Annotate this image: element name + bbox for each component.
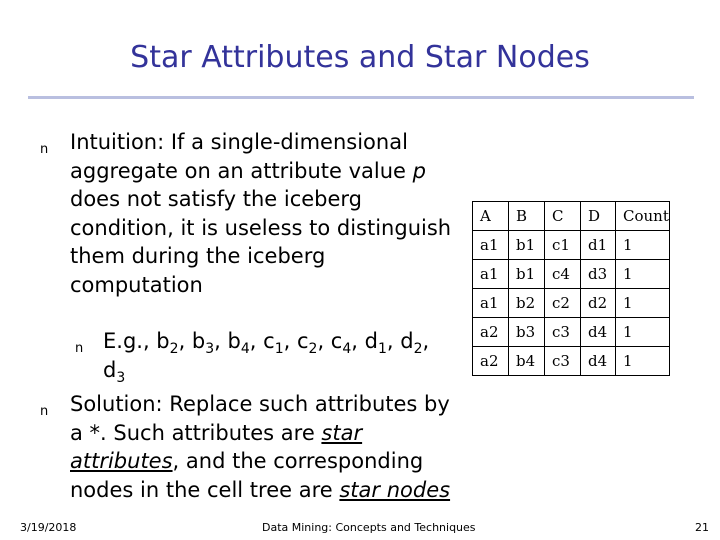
example-text xyxy=(103,327,458,384)
subscript: 4 xyxy=(240,341,250,357)
subscript: 2 xyxy=(169,341,179,357)
table-row xyxy=(473,318,670,347)
table-cell: a2 xyxy=(473,347,509,376)
table-cell: 1 xyxy=(616,231,670,260)
table-cell: c3 xyxy=(545,347,581,376)
bullet-marker: n xyxy=(40,142,49,157)
term-star-nodes: star nodes xyxy=(339,477,451,502)
table-cell: a1 xyxy=(473,231,509,260)
table-cell: b2 xyxy=(509,289,545,318)
table-cell: c2 xyxy=(545,289,581,318)
table-cell: 1 xyxy=(616,260,670,289)
table-row xyxy=(473,289,670,318)
subscript: 1 xyxy=(274,341,284,357)
example-separator: , c xyxy=(249,329,275,353)
table-cell: 1 xyxy=(616,289,670,318)
solution-text-start: Solution: Replace such attributes by a *. Such attributes are xyxy=(70,392,450,445)
table-row xyxy=(473,347,670,376)
table-cell: a1 xyxy=(473,289,509,318)
table-cell: b1 xyxy=(509,260,545,289)
header-cell: Count xyxy=(616,202,670,231)
example-table xyxy=(472,201,670,376)
page-number: 21 xyxy=(695,521,709,534)
sub-bullet-marker: n xyxy=(75,341,84,356)
table-row xyxy=(473,260,670,289)
term-star-attributes: star attributes xyxy=(70,420,363,473)
variable-p: p xyxy=(412,158,426,183)
slide-title: Star Attributes and Star Nodes xyxy=(130,40,590,75)
example-prefix: E.g., b xyxy=(103,329,170,353)
title-divider xyxy=(28,96,694,99)
footer-date: 3/19/2018 xyxy=(20,521,77,534)
intuition-text-end: does not satisfy the iceberg condition, it is useless to distinguish them during the iceberg computation xyxy=(70,187,452,297)
example-separator: , b xyxy=(178,329,206,353)
table-cell: b1 xyxy=(509,231,545,260)
header-cell: B xyxy=(509,202,545,231)
subscript: 2 xyxy=(308,341,318,357)
example-separator: , d xyxy=(386,329,414,353)
example-separator: , c xyxy=(283,329,309,353)
table-cell: b4 xyxy=(509,347,545,376)
table-cell: d1 xyxy=(581,231,616,260)
table-header-row xyxy=(473,202,670,231)
subscript: 4 xyxy=(342,341,352,357)
example-separator: , d xyxy=(351,329,378,353)
table-cell: 1 xyxy=(616,347,670,376)
table-cell: a2 xyxy=(473,318,509,347)
example-separator: , d xyxy=(103,329,430,382)
table-cell: c3 xyxy=(545,318,581,347)
subscript: 1 xyxy=(377,341,387,357)
table-cell: a1 xyxy=(473,260,509,289)
table-cell: c4 xyxy=(545,260,581,289)
table-cell: d2 xyxy=(581,289,616,318)
subscript: 2 xyxy=(413,341,423,357)
table-cell: c1 xyxy=(545,231,581,260)
bullet-marker: n xyxy=(40,404,49,419)
table-cell: 1 xyxy=(616,318,670,347)
intuition-text xyxy=(70,128,458,299)
header-cell: D xyxy=(581,202,616,231)
intuition-text-start: Intuition: If a single-dimensional aggregate on an attribute value xyxy=(70,130,413,183)
table-cell: b3 xyxy=(509,318,545,347)
header-cell: A xyxy=(473,202,509,231)
table-row xyxy=(473,231,670,260)
example-separator: , c xyxy=(317,329,343,353)
footer-title: Data Mining: Concepts and Techniques xyxy=(262,521,476,534)
solution-text xyxy=(70,390,465,504)
example-separator: , b xyxy=(214,329,241,353)
table-cell: d3 xyxy=(581,260,616,289)
subscript: 3 xyxy=(116,369,126,386)
subscript: 3 xyxy=(205,341,215,357)
table-cell: d4 xyxy=(581,347,616,376)
table-cell: d4 xyxy=(581,318,616,347)
solution-text-mid: , and the corresponding nodes in the cell tree are xyxy=(70,449,424,502)
header-cell: C xyxy=(545,202,581,231)
